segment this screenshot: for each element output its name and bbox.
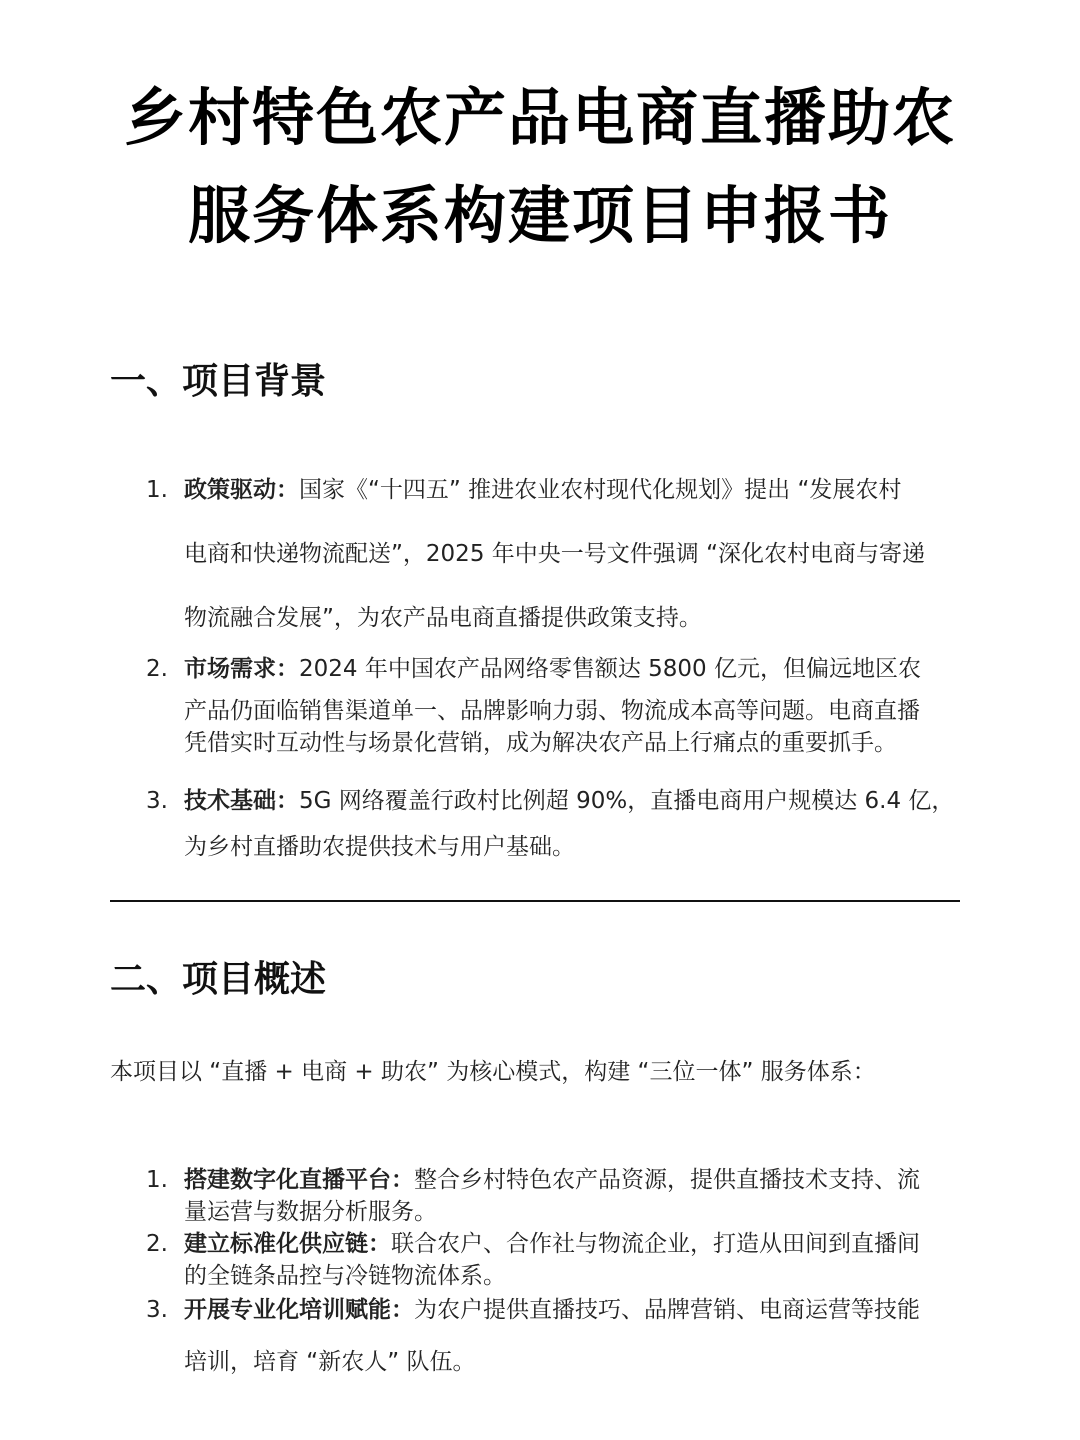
item-text-line: 产品仍面临销售渠道单一、品牌影响力弱、物流成本高等问题。电商直播 <box>184 698 920 724</box>
item-text-line: 5G 网络覆盖行政村比例超 90%，直播电商用户规模达 6.4 亿， <box>299 788 955 814</box>
item-lead: 技术基础： <box>184 788 299 814</box>
background-item-3 <box>146 778 976 870</box>
item-text-line: 为农户提供直播技巧、品牌营销、电商运营等技能 <box>414 1297 920 1323</box>
item-text-line: 国家《“十四五” 推进农业农村现代化规划》提出 “发展农村 <box>299 477 902 503</box>
item-text-line: 2024 年中国农产品网络零售额达 5800 亿元，但偏远地区农 <box>299 656 921 682</box>
section-1-heading: 一、项目背景 <box>110 361 327 402</box>
item-number: 1. <box>146 477 168 503</box>
overview-item-2 <box>146 1228 976 1292</box>
overview-item-1 <box>146 1164 976 1228</box>
item-text-line: 凭借实时互动性与场景化营销，成为解决农产品上行痛点的重要抓手。 <box>184 730 897 756</box>
item-lead: 搭建数字化直播平台： <box>184 1167 414 1193</box>
document-title-line-1: 乡村特色农产品电商直播助农 <box>123 81 956 154</box>
item-text-line: 量运营与数据分析服务。 <box>184 1199 437 1225</box>
item-number: 2. <box>146 656 168 682</box>
item-text-line: 联合农户、合作社与物流企业，打造从田间到直播间 <box>391 1231 920 1257</box>
item-text-line: 物流融合发展”，为农产品电商直播提供政策支持。 <box>184 605 702 631</box>
item-number: 2. <box>146 1231 168 1257</box>
overview-item-3 <box>146 1284 976 1388</box>
item-text-line: 电商和快递物流配送”，2025 年中央一号文件强调 “深化农村电商与寄递 <box>184 541 925 567</box>
item-lead: 市场需求： <box>184 656 299 682</box>
item-number: 3. <box>146 1297 168 1323</box>
item-number: 1. <box>146 1167 168 1193</box>
item-lead: 政策驱动： <box>184 477 299 503</box>
background-item-1 <box>146 458 976 650</box>
section-2-heading: 二、项目概述 <box>110 959 327 1000</box>
item-lead: 建立标准化供应链： <box>184 1231 391 1257</box>
background-item-2 <box>146 649 976 759</box>
item-text-line: 整合乡村特色农产品资源，提供直播技术支持、流 <box>414 1167 920 1193</box>
item-text-line: 的全链条品控与冷链物流体系。 <box>184 1263 506 1289</box>
document-title-line-2: 服务体系构建项目申报书 <box>187 179 892 252</box>
item-text-line: 为乡村直播助农提供技术与用户基础。 <box>184 834 575 860</box>
item-number: 3. <box>146 788 168 814</box>
item-text-line: 培训，培育 “新农人” 队伍。 <box>184 1349 476 1375</box>
item-lead: 开展专业化培训赋能： <box>184 1297 414 1323</box>
overview-intro: 本项目以 “直播 + 电商 + 助农” 为核心模式，构建 “三位一体” 服务体系： <box>110 1059 876 1085</box>
section-divider <box>110 900 960 902</box>
